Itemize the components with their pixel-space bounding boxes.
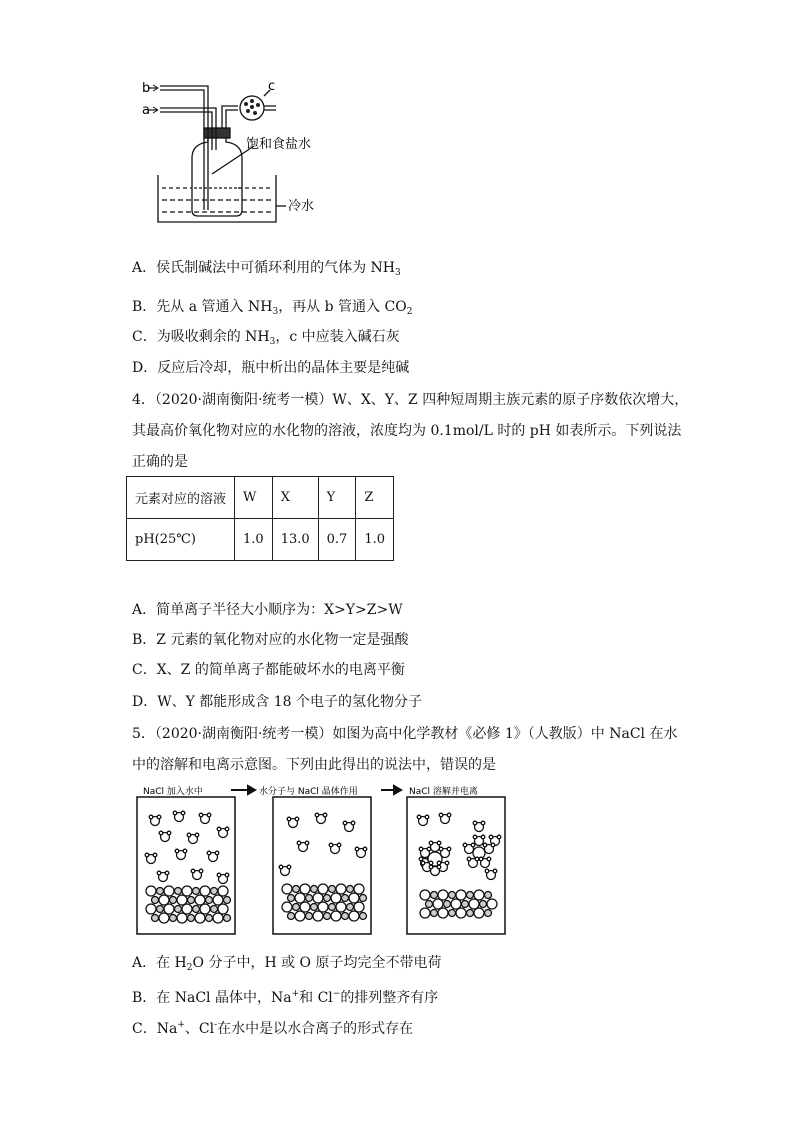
particle — [417, 815, 421, 819]
particle — [305, 841, 309, 845]
particle — [347, 904, 354, 911]
particle — [471, 843, 475, 847]
particle — [181, 811, 185, 815]
particle — [217, 873, 221, 877]
particle — [444, 901, 451, 908]
particle — [497, 835, 501, 839]
particle — [491, 843, 495, 847]
table-header-cell: Z — [356, 477, 394, 519]
particle — [433, 899, 443, 909]
particle — [313, 893, 323, 903]
particle — [463, 843, 467, 847]
particle — [288, 913, 295, 920]
particle — [419, 847, 423, 851]
particle — [447, 813, 451, 817]
particle — [324, 895, 331, 902]
label-cold-water: 冷水 — [288, 199, 315, 214]
particle — [449, 910, 456, 917]
particle — [182, 886, 192, 896]
q3-option-b[interactable]: B．先从 a 管通入 $NH_3$，再从 b 管通入 $CO_2$ — [132, 299, 413, 317]
particle — [282, 902, 292, 912]
q4-option-d[interactable]: D．W、Y 都能形成含 18 个电子的氢化物分子 — [132, 694, 423, 710]
particle — [487, 857, 491, 861]
table-header-cell: Y — [318, 477, 356, 519]
particle — [429, 841, 433, 845]
particle — [313, 911, 323, 921]
particle — [311, 886, 318, 893]
q5-option-a[interactable]: A．在 $H_2O$ 分子中，H 或 O 原子均完全不带电荷 — [132, 955, 442, 973]
table-header-cell: W — [235, 477, 273, 519]
particle — [439, 813, 443, 817]
particle — [342, 895, 349, 902]
particle — [451, 899, 461, 909]
particle — [287, 865, 291, 869]
q4-option-a[interactable]: A．简单离子半径大小顺序为：X>Y>Z>W — [132, 602, 403, 618]
particle — [351, 821, 355, 825]
particle — [485, 910, 492, 917]
particle — [215, 851, 219, 855]
particle — [360, 913, 367, 920]
particle — [419, 857, 423, 861]
particle — [207, 851, 211, 855]
particle — [474, 890, 484, 900]
particle — [199, 869, 203, 873]
particle — [420, 890, 430, 900]
particle — [199, 813, 203, 817]
particle — [449, 892, 456, 899]
table-row — [127, 519, 394, 561]
particle — [438, 908, 448, 918]
particle — [487, 899, 497, 909]
particle — [421, 861, 425, 865]
table-header-cell: X — [272, 477, 318, 519]
particle — [188, 915, 195, 922]
particle — [287, 817, 291, 821]
gas-washing-bottle-figure — [140, 70, 350, 230]
particle — [157, 906, 164, 913]
particle — [145, 853, 149, 857]
particle — [437, 865, 441, 869]
particle — [159, 831, 163, 835]
particle — [363, 847, 367, 851]
particle — [311, 904, 318, 911]
particle — [323, 813, 327, 817]
particle — [354, 884, 364, 894]
particle — [337, 843, 341, 847]
particle — [224, 915, 231, 922]
particle — [456, 908, 466, 918]
q4-option-c[interactable]: C．X、Z 的简单离子都能破坏水的电离平衡 — [132, 662, 405, 678]
particle — [331, 893, 341, 903]
particle — [360, 895, 367, 902]
particle — [157, 888, 164, 895]
particle — [431, 910, 438, 917]
particle — [218, 904, 228, 914]
particle — [167, 831, 171, 835]
particle — [493, 869, 497, 873]
particle — [175, 888, 182, 895]
particle — [206, 897, 213, 904]
particle — [306, 913, 313, 920]
particle — [329, 904, 336, 911]
particle — [187, 833, 191, 837]
particle — [293, 904, 300, 911]
particle — [183, 849, 187, 853]
particle — [475, 857, 479, 861]
particle — [324, 913, 331, 920]
particle — [146, 904, 156, 914]
table-cell: 0.7 — [318, 519, 356, 561]
particle — [342, 913, 349, 920]
particle — [149, 815, 153, 819]
particle — [175, 906, 182, 913]
particle — [164, 886, 174, 896]
particle — [481, 835, 485, 839]
particle — [473, 847, 485, 859]
particle — [438, 890, 448, 900]
label-b: b — [142, 81, 151, 96]
particle — [437, 841, 441, 845]
particle — [420, 908, 430, 918]
particle — [483, 843, 487, 847]
particle — [218, 886, 228, 896]
particle — [329, 843, 333, 847]
particle — [170, 897, 177, 904]
particle — [195, 833, 199, 837]
particle — [474, 908, 484, 918]
particle — [224, 897, 231, 904]
particle — [473, 835, 477, 839]
particle — [200, 904, 210, 914]
table-cell: pH(25℃) — [127, 519, 235, 561]
q5-stem-line1: 5．（2020·湖南衡阳·统考一模）如图为高中化学教材《必修 1》（人教版）中 NaCl 在水 — [132, 726, 678, 742]
particle — [315, 813, 319, 817]
ph-table — [126, 476, 394, 561]
particle — [152, 897, 159, 904]
particle — [349, 893, 359, 903]
panel3-caption: NaCl 溶解并电离 — [409, 787, 478, 797]
q4-stem-line2: 其最高价氧化物对应的水化物的溶液，浓度均为 0.1mol/L 时的 pH 如表所示。下列说法 — [132, 423, 682, 439]
label-saturated-saltwater: 饱和食盐水 — [246, 137, 312, 152]
particle — [177, 913, 187, 923]
particle — [425, 815, 429, 819]
q4-stem-line3: 正确的是 — [132, 454, 188, 470]
particle — [473, 821, 477, 825]
particle — [447, 847, 451, 851]
panel1-caption: NaCl 加入水中 — [143, 787, 203, 797]
particle — [282, 884, 292, 894]
particle — [164, 904, 174, 914]
q5-option-c[interactable]: C．Na+、Cl-在水中是以水合离子的形式存在 — [132, 1020, 414, 1037]
particle — [177, 895, 187, 905]
particle — [489, 835, 493, 839]
particle — [295, 893, 305, 903]
particle — [193, 888, 200, 895]
particle — [157, 815, 161, 819]
particle — [295, 817, 299, 821]
particle — [213, 913, 223, 923]
particle — [193, 906, 200, 913]
label-a: a — [142, 103, 150, 118]
q3-option-a[interactable]: A．侯氏制碱法中可循环利用的气体为 $NH_3$ — [132, 260, 401, 278]
particle — [318, 902, 328, 912]
q5-stem-line2: 中的溶解和电离示意图。下列由此得出的说法中，错误的是 — [132, 757, 496, 773]
particle — [439, 847, 443, 851]
particle — [331, 911, 341, 921]
particle — [469, 899, 479, 909]
particle — [153, 853, 157, 857]
particle — [173, 811, 177, 815]
particle — [355, 847, 359, 851]
particle — [217, 827, 221, 831]
particle — [213, 895, 223, 905]
particle — [200, 886, 210, 896]
table-cell: 13.0 — [272, 519, 318, 561]
particle — [347, 886, 354, 893]
particle — [485, 892, 492, 899]
particle — [300, 884, 310, 894]
particle — [437, 861, 441, 865]
particle — [157, 871, 161, 875]
table-cell: 1.0 — [235, 519, 273, 561]
particle — [297, 841, 301, 845]
particle — [336, 902, 346, 912]
particle — [329, 886, 336, 893]
particle — [479, 857, 483, 861]
particle — [485, 869, 489, 873]
particle — [195, 913, 205, 923]
particle — [225, 827, 229, 831]
particle — [427, 847, 431, 851]
particle — [182, 904, 192, 914]
particle — [170, 915, 177, 922]
particle — [349, 911, 359, 921]
particle — [191, 869, 195, 873]
particle — [207, 813, 211, 817]
particle — [175, 849, 179, 853]
particle — [152, 915, 159, 922]
particle — [429, 861, 433, 865]
panel2-caption: 水分子与 NaCl 晶体作用 — [259, 787, 358, 797]
particle — [188, 897, 195, 904]
particle — [343, 821, 347, 825]
particle — [467, 857, 471, 861]
particle — [300, 902, 310, 912]
particle — [318, 884, 328, 894]
particle — [467, 892, 474, 899]
particle — [480, 901, 487, 908]
particle — [462, 901, 469, 908]
label-c: c — [268, 79, 276, 94]
q4-stem-line1: 4．（2020·湖南衡阳·统考一模）W、X、Y、Z 四种短周期主族元素的原子序数依次增大， — [132, 392, 689, 408]
q4-option-b[interactable]: B．Z 元素的氧化物对应的水化物一定是强酸 — [132, 632, 409, 648]
particle — [456, 890, 466, 900]
particle — [206, 915, 213, 922]
particle — [426, 901, 433, 908]
table-cell: 1.0 — [356, 519, 394, 561]
particle — [306, 895, 313, 902]
particle — [431, 892, 438, 899]
table-header-cell: 元素对应的溶液 — [127, 477, 235, 519]
q3-option-c[interactable]: C．为吸收剩余的 $NH_3$，c 中应装入碱石灰 — [132, 329, 400, 347]
particle — [481, 821, 485, 825]
particle — [279, 865, 283, 869]
particle — [354, 902, 364, 912]
particle — [211, 888, 218, 895]
particle — [159, 913, 169, 923]
particle — [467, 910, 474, 917]
particle — [293, 886, 300, 893]
particle — [211, 906, 218, 913]
particle — [146, 886, 156, 896]
particle — [445, 861, 449, 865]
particle — [159, 895, 169, 905]
particle — [288, 895, 295, 902]
q5-option-b[interactable]: B．在 NaCl 晶体中，Na+和 Cl−的排列整齐有序 — [132, 989, 439, 1006]
particle — [429, 865, 433, 869]
particle — [225, 873, 229, 877]
nacl-dissolution-figure — [135, 783, 510, 938]
particle — [295, 911, 305, 921]
q3-option-d[interactable]: D．反应后冷却，瓶中析出的晶体主要是纯碱 — [132, 360, 410, 376]
particle — [165, 871, 169, 875]
table-row — [127, 477, 394, 519]
particle — [195, 895, 205, 905]
particle — [336, 884, 346, 894]
